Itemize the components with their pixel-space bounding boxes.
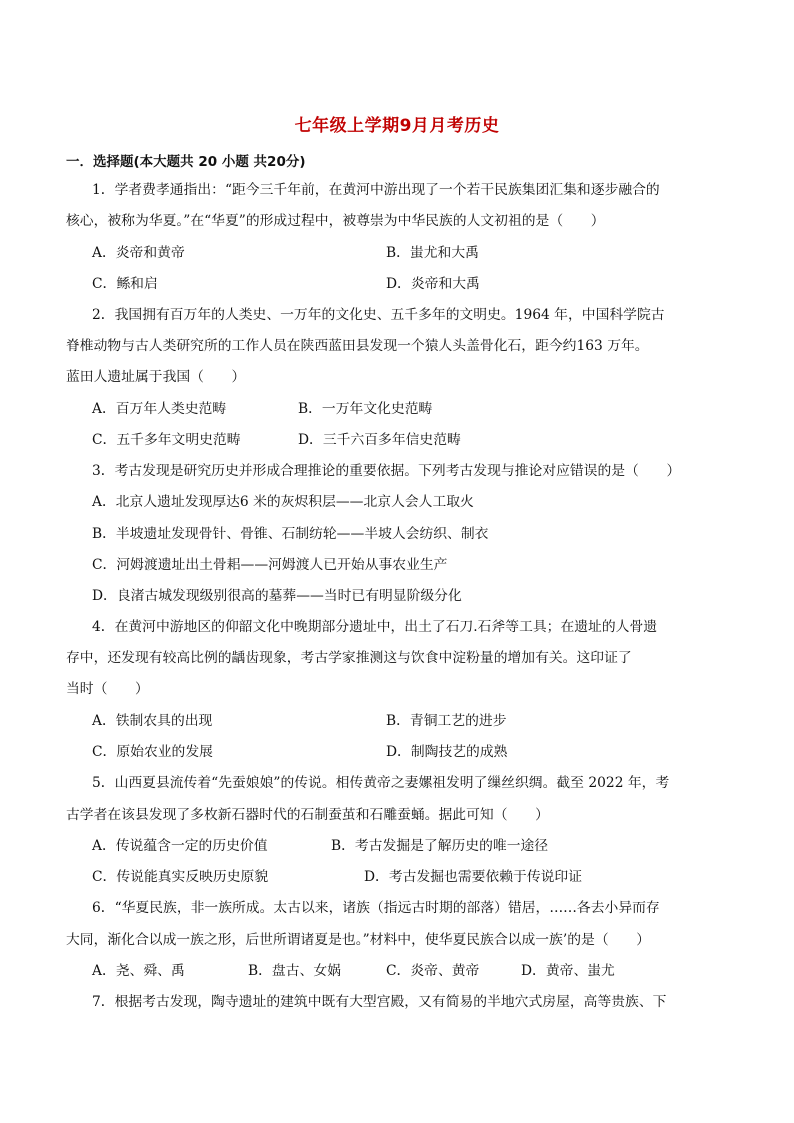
question-6-option-a: A．尧、舜、禹 xyxy=(92,963,185,979)
question-2-line-1: 2．我国拥有百万年的人类史、一万年的文化史、五千多年的文明史。1964 年，中国科学院古 xyxy=(92,307,665,323)
question-1-option-c: C．鲧和启 xyxy=(92,276,158,292)
exam-title: 七年级上学期9月月考历史 xyxy=(294,116,500,136)
question-2-option-b: B．一万年文化史范畴 xyxy=(298,401,433,417)
question-4-line-2: 存中，还发现有较高比例的龋齿现象，考古学家推测这与饮食中淀粉量的增加有关。这印证了 xyxy=(66,650,632,666)
question-1-option-d: D．炎帝和大禹 xyxy=(386,276,480,292)
question-5-option-c: C．传说能真实反映历史原貌 xyxy=(92,869,269,885)
question-3-line-1: 3．考古发现是研究历史并形成合理推论的重要依据。下列考古发现与推论对应错误的是（ ） xyxy=(92,463,681,479)
question-4-line-1: 4．在黄河中游地区的仰韶文化中晚期部分遗址中，出土了石刀.石斧等工具；在遗址的人骨遗 xyxy=(92,619,658,635)
question-4-option-a: A．铁制农具的出现 xyxy=(92,713,213,729)
question-1-option-b: B．蚩尤和大禹 xyxy=(386,245,479,261)
question-4-line-3: 当时（ ） xyxy=(66,681,149,697)
question-3-option-c: C．河姆渡遗址出土骨耜——河姆渡人已开始从事农业生产 xyxy=(92,557,448,573)
question-4-option-b: B．青铜工艺的进步 xyxy=(386,713,507,729)
question-5-line-1: 5．山西夏县流传着“先蚕娘娘”的传说。相传黄帝之妻嫘祖发明了缫丝织绸。截至 2022 年，考 xyxy=(92,775,670,791)
section-heading: 一．选择题(本大题共 20 小题 共20分) xyxy=(66,154,306,170)
question-2-option-c: C．五千多年文明史范畴 xyxy=(92,432,241,448)
question-6-option-d: D．黄帝、蚩尤 xyxy=(521,963,615,979)
question-4-option-c: C．原始农业的发展 xyxy=(92,744,213,760)
question-1-option-a: A．炎帝和黄帝 xyxy=(92,245,185,261)
question-3-option-a: A．北京人遗址发现厚达6 米的灰烬积层——北京人会人工取火 xyxy=(92,494,474,510)
question-6-line-1: 6．“华夏民族，非一族所成。太古以来，诸族（指远古时期的部落）错居，……各去小异而存 xyxy=(92,900,660,916)
question-2-line-2: 脊椎动物与古人类研究所的工作人员在陕西蓝田县发现一个猿人头盖骨化石，距今约163 万年。 xyxy=(66,338,649,354)
question-3-option-d: D．良渚古城发现级别很高的墓葬——当时已有明显阶级分化 xyxy=(92,588,462,604)
question-5-option-a: A．传说蕴含一定的历史价值 xyxy=(92,838,268,854)
question-6-option-c: C．炎帝、黄帝 xyxy=(386,963,480,979)
question-5-option-b: B．考古发掘是了解历史的唯一途径 xyxy=(331,838,549,854)
question-2-line-3: 蓝田人遗址属于我国（ ） xyxy=(66,369,246,385)
question-6-line-2: 大同，渐化合以成一族之形，后世所谓诸夏是也。”材料中，使华夏民族合以成一族’的是（ ） xyxy=(66,932,651,948)
question-1-line-1: 1．学者费孝通指出：“距今三千年前，在黄河中游出现了一个若干民族集团汇集和逐步融合的 xyxy=(92,182,660,198)
question-1-line-2: 核心，被称为华夏。”在“华夏”的形成过程中，被尊崇为中华民族的人文初祖的是（ ） xyxy=(66,213,605,229)
question-5-line-2: 古学者在该县发现了多枚新石器时代的石制蚕茧和石雕蚕蛹。据此可知（ ） xyxy=(66,807,549,823)
question-4-option-d: D．制陶技艺的成熟 xyxy=(386,744,508,760)
question-3-option-b: B．半坡遗址发现骨针、骨锥、石制纺轮——半坡人会纺织、制衣 xyxy=(92,526,489,542)
question-2-option-d: D．三千六百多年信史范畴 xyxy=(298,432,461,448)
question-5-option-d: D．考古发掘也需要依赖于传说印证 xyxy=(364,869,583,885)
question-6-option-b: B．盘古、女娲 xyxy=(248,963,341,979)
question-7-line-1: 7．根据考古发现，陶寺遗址的建筑中既有大型宫殿，又有简易的半地穴式房屋，高等贵族、下 xyxy=(92,994,667,1010)
question-2-option-a: A．百万年人类史范畴 xyxy=(92,401,227,417)
